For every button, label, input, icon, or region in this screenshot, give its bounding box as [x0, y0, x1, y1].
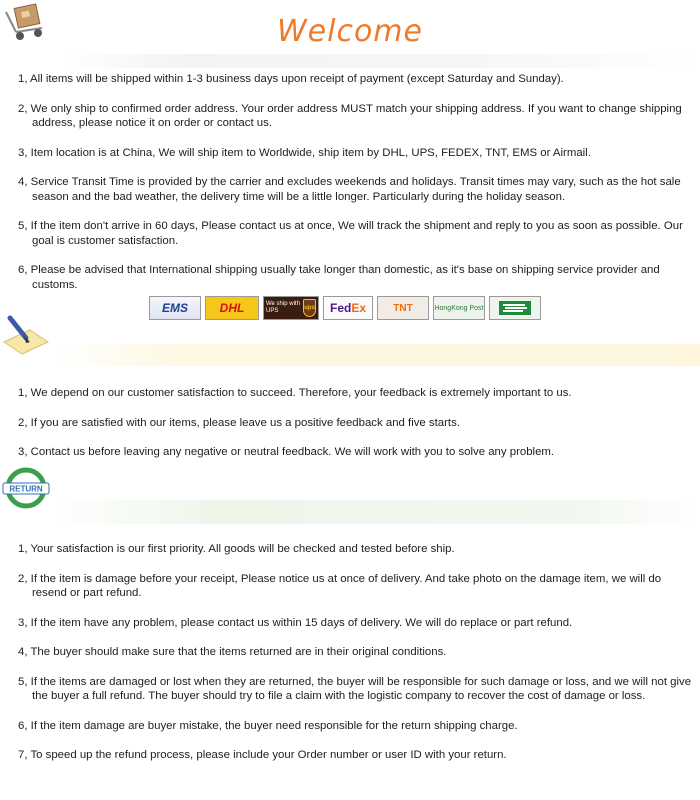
list-item: 4, The buyer should make sure that the items returned are in their original conditions.	[18, 646, 447, 658]
dhl-logo: DHL	[205, 296, 259, 320]
list-item: 6, If the item damage are buyer mistake, the buyer need responsible for the return shipping charge.	[18, 719, 518, 732]
return-icon-label: RETURN	[9, 484, 43, 494]
list-item: 7, To speed up the refund process, please include your Order number or user ID with your return.	[18, 749, 507, 761]
ems-logo: EMS	[149, 296, 201, 320]
list-item: 5, If the items are damaged or lost when they are returned, the buyer will be responsible for such damage or loss, and we will not give the buyer a full refund. The buyer should try to file a claim with the logistic company to recover the cost of damage or loss.	[18, 675, 692, 702]
list-item: 3, Item location is at China, We will ship item to Worldwide, ship item by DHL, UPS, FEDEX, TNT, EMS or Airmail.	[18, 146, 591, 159]
return-arrows-icon	[0, 466, 52, 510]
list-item: 3, Contact us before leaving any negative or neutral feedback. We will work with you to solve any problem.	[18, 446, 555, 458]
ups-logo-text: We ship with UPS	[266, 301, 300, 314]
china-post-logo	[489, 296, 541, 320]
ups-shield-icon: ups	[303, 299, 316, 317]
ups-logo	[263, 296, 319, 320]
page-title: Welcome	[277, 14, 423, 49]
shipping-policy-list	[18, 72, 694, 307]
returns-policy-list	[18, 542, 694, 778]
header-band	[60, 54, 700, 68]
fedex-logo-fed: Fed	[329, 301, 352, 315]
list-item: 2, If the item is damage before your receipt, Please notice us at once of delivery. And take photo on the damage item, we will do resend or part refund.	[18, 572, 662, 599]
tnt-logo: TNT	[377, 296, 429, 320]
list-item: 1, All items will be shipped within 1-3 business days upon receipt of payment (except Saturday and Sunday).	[18, 73, 564, 85]
list-item: 1, We depend on our customer satisfaction to succeed. Therefore, your feedback is extremely important to us.	[18, 387, 572, 399]
hongkong-post-logo: HongKong Post	[433, 296, 485, 320]
list-item: 3, If the item have any problem, please contact us within 15 days of delivery. We will do replace or part refund.	[18, 616, 573, 629]
feedback-policy-list	[18, 386, 694, 475]
china-post-icon	[495, 299, 535, 317]
feedback-pencil-icon	[0, 312, 52, 356]
fedex-logo-ex: Ex	[351, 301, 367, 315]
fedex-logo	[323, 296, 373, 320]
list-item: 2, We only ship to confirmed order address. Your order address MUST match your shipping address. If you want to change shipping address, please notice it on order or contact us.	[18, 102, 682, 129]
carrier-logos	[149, 296, 541, 322]
list-item: 1, Your satisfaction is our first priority. All goods will be checked and tested before ship.	[18, 543, 455, 555]
returns-band	[50, 500, 700, 524]
list-item: 6, Please be advised that International shipping usually take longer than domestic, as it's base on shipping service provider and customs.	[18, 264, 660, 291]
feedback-band	[50, 344, 700, 366]
list-item: 4, Service Transit Time is provided by the carrier and excludes weekends and holidays. Transit times may vary, such as the hot sale season and the bad weather, the delivery time will be a little longer. Particularly during the holiday season.	[18, 176, 681, 203]
list-item: 2, If you are satisfied with our items, please leave us a positive feedback and five starts.	[18, 416, 460, 429]
list-item: 5, If the item don't arrive in 60 days, Please contact us at once, We will track the shipment and reply to you as soon as possible. Our goal is customer satisfaction.	[18, 220, 683, 247]
